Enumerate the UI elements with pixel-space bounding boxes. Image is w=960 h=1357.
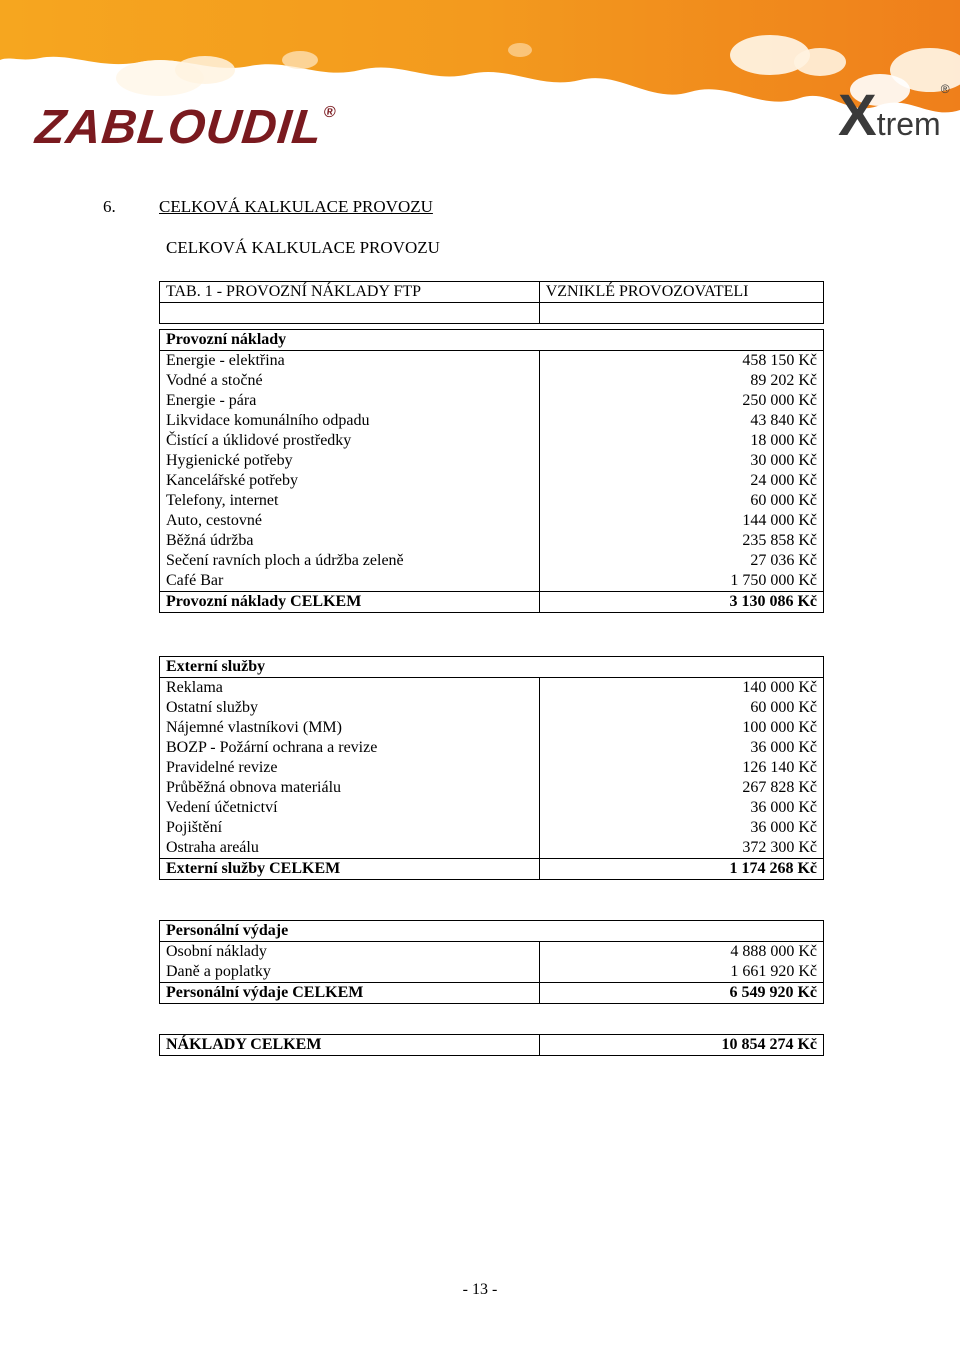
- table-row: [160, 551, 824, 571]
- externi-title: Externí služby: [160, 657, 824, 678]
- total-value: 1 174 268 Kč: [539, 859, 823, 880]
- row-value: 36 000 Kč: [539, 818, 823, 838]
- row-label: Kancelářské potřeby: [160, 471, 540, 491]
- table-row: [160, 758, 824, 778]
- row-value: 60 000 Kč: [539, 698, 823, 718]
- table-row: [160, 718, 824, 738]
- row-label: Energie - pára: [160, 391, 540, 411]
- row-label: Osobní náklady: [160, 942, 540, 963]
- page-number: - 13 -: [462, 1281, 498, 1298]
- table-header-spacer-right: [539, 303, 823, 324]
- row-value: 458 150 Kč: [539, 351, 823, 372]
- personalni-title: Personální výdaje: [160, 921, 824, 942]
- row-value: 144 000 Kč: [539, 511, 823, 531]
- total-label: Externí služby CELKEM: [160, 859, 540, 880]
- row-label: Nájemné vlastníkovi (MM): [160, 718, 540, 738]
- total-row: [160, 983, 824, 1004]
- row-label: Reklama: [160, 678, 540, 699]
- row-value: 235 858 Kč: [539, 531, 823, 551]
- table-row: [160, 942, 824, 963]
- row-label: Čistící a úklidové prostředky: [160, 431, 540, 451]
- section-subtitle: CELKOVÁ KALKULACE PROVOZU: [166, 238, 440, 257]
- row-value: 250 000 Kč: [539, 391, 823, 411]
- row-value: 140 000 Kč: [539, 678, 823, 699]
- row-value: 18 000 Kč: [539, 431, 823, 451]
- total-value: 3 130 086 Kč: [539, 592, 823, 613]
- row-value: 24 000 Kč: [539, 471, 823, 491]
- table-row: [160, 411, 824, 431]
- table-row: [160, 531, 824, 551]
- table-row: [160, 431, 824, 451]
- table-header-right: VZNIKLÉ PROVOZOVATELI: [539, 282, 823, 303]
- table-row: [160, 571, 824, 592]
- row-label: Ostraha areálu: [160, 838, 540, 859]
- zabloudil-logo: ZABLOUDIL®: [33, 101, 338, 154]
- section-number: 6.: [103, 197, 116, 216]
- table-row: [160, 778, 824, 798]
- row-label: Sečení ravních ploch a údržba zeleně: [160, 551, 540, 571]
- row-label: Pojištění: [160, 818, 540, 838]
- table-row: [160, 698, 824, 718]
- header-banner: [0, 0, 960, 180]
- table-header-left: TAB. 1 - PROVOZNÍ NÁKLADY FTP: [160, 282, 540, 303]
- row-label: Hygienické potřeby: [160, 451, 540, 471]
- total-row: [160, 592, 824, 613]
- table-row: [160, 818, 824, 838]
- provozni-title: Provozní náklady: [160, 330, 824, 351]
- externi-table: [159, 656, 824, 880]
- table-row: [160, 738, 824, 758]
- section-heading: [103, 197, 433, 217]
- row-value: 126 140 Kč: [539, 758, 823, 778]
- row-value: 60 000 Kč: [539, 491, 823, 511]
- row-value: 372 300 Kč: [539, 838, 823, 859]
- row-label: Café Bar: [160, 571, 540, 592]
- table-row: [160, 962, 824, 983]
- table-row: [160, 371, 824, 391]
- row-label: Běžná údržba: [160, 531, 540, 551]
- row-value: 100 000 Kč: [539, 718, 823, 738]
- row-value: 36 000 Kč: [539, 738, 823, 758]
- provozni-table: [159, 329, 824, 613]
- table-row: [160, 511, 824, 531]
- table-row: [160, 351, 824, 372]
- section-title: CELKOVÁ KALKULACE PROVOZU: [159, 197, 433, 216]
- table-row: [160, 798, 824, 818]
- row-label: Vedení účetnictví: [160, 798, 540, 818]
- grand-total-table: [159, 1034, 824, 1056]
- row-value: 1 750 000 Kč: [539, 571, 823, 592]
- row-label: Ostatní služby: [160, 698, 540, 718]
- grand-total-label: NÁKLADY CELKEM: [160, 1035, 540, 1056]
- table-row: [160, 838, 824, 859]
- table-row: [160, 391, 824, 411]
- row-value: 1 661 920 Kč: [539, 962, 823, 983]
- row-value: 43 840 Kč: [539, 411, 823, 431]
- row-label: Telefony, internet: [160, 491, 540, 511]
- row-label: Daně a poplatky: [160, 962, 540, 983]
- table-header-spacer-left: [160, 303, 540, 324]
- table-row: [160, 678, 824, 699]
- table-header: [159, 281, 824, 324]
- row-label: Vodné a stočné: [160, 371, 540, 391]
- row-label: Auto, cestovné: [160, 511, 540, 531]
- total-value: 6 549 920 Kč: [539, 983, 823, 1004]
- row-value: 267 828 Kč: [539, 778, 823, 798]
- xtrem-logo: Xtrem®: [838, 82, 950, 148]
- row-label: Pravidelné revize: [160, 758, 540, 778]
- row-label: Průběžná obnova materiálu: [160, 778, 540, 798]
- row-value: 36 000 Kč: [539, 798, 823, 818]
- table-row: [160, 491, 824, 511]
- row-label: Energie - elektřina: [160, 351, 540, 372]
- grand-total-row: [160, 1035, 824, 1056]
- row-value: 89 202 Kč: [539, 371, 823, 391]
- row-value: 4 888 000 Kč: [539, 942, 823, 963]
- table-row: [160, 451, 824, 471]
- row-value: 30 000 Kč: [539, 451, 823, 471]
- table-row: [160, 471, 824, 491]
- personalni-table: [159, 920, 824, 1004]
- row-label: Likvidace komunálního odpadu: [160, 411, 540, 431]
- total-row: [160, 859, 824, 880]
- row-value: 27 036 Kč: [539, 551, 823, 571]
- total-label: Personální výdaje CELKEM: [160, 983, 540, 1004]
- row-label: BOZP - Požární ochrana a revize: [160, 738, 540, 758]
- total-label: Provozní náklady CELKEM: [160, 592, 540, 613]
- grand-total-value: 10 854 274 Kč: [539, 1035, 823, 1056]
